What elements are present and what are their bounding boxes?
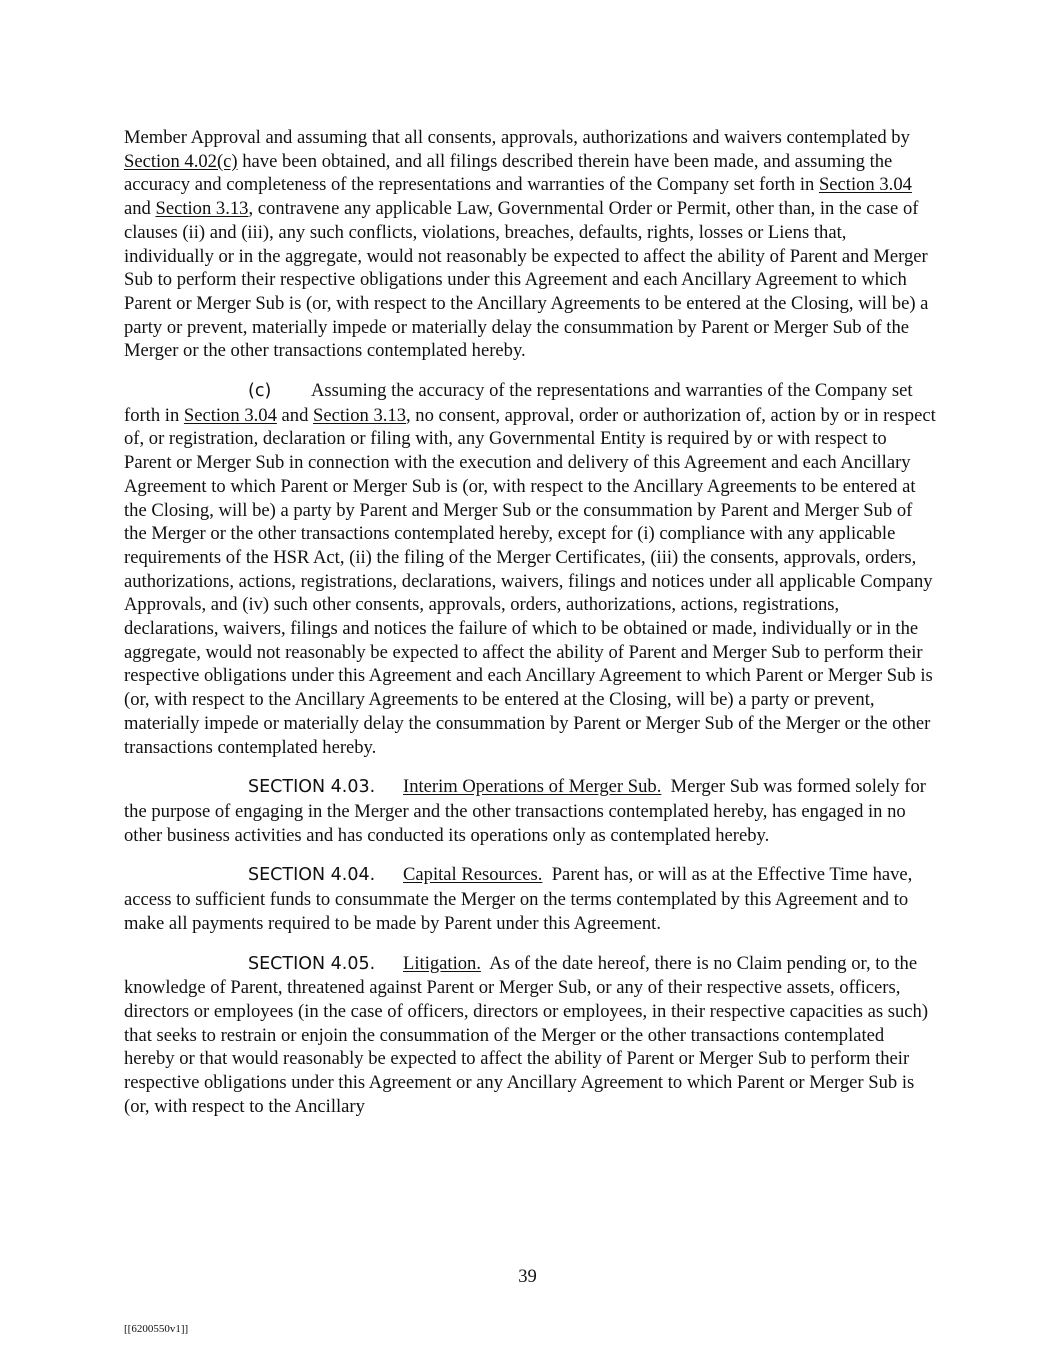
paragraph-clause-c: (c) Assuming the accuracy of the representations and warranties of the Company set forth in Section 3.04 and Section 3.13, no consent, approval, order or authorization of, action by or in respect of, or registration, declaration or filing with, any Governmental Entity is required by or with respect to Parent or Merger Sub in connection with the execution and delivery of this Agreement and each Ancillary Agreement to which Parent or Merger Sub is (or, with respect to the Ancillary Agreements to be entered at the Closing, will be) a party by Parent and Merger Sub or the consummation by Parent and Merger Sub of the Merger or the other transactions contemplated hereby, except for (i) compliance with any applicable requirements of the HSR Act, (ii) the filing of the Merger Certificates, (iii) the consents, approvals, orders, authorizations, actions, registrations, declarations, waivers, filings and notices under all applicable Company Approvals, and (iv) such other consents, approvals, orders, authorizations, actions, registrations, declarations, waivers, filings and notices the failure of which to be obtained or made, individually or in the aggregate, would not reasonably be expected to affect the ability of Parent and Merger Sub to perform their respective obligations under this Agreement and each Ancillary Agreement to which Parent or Merger Sub is (or, with respect to the Ancillary Agreements to be entered at the Closing, will be) a party or prevent, materially impede or materially delay the consummation by Parent or Merger Sub of the Merger or the other transactions contemplated hereby. xyxy=(124,380,936,758)
paragraph-section-4-03: SECTION 4.03. Interim Operations of Merger Sub. Merger Sub was formed solely for the purpose of engaging in the Merger and the other transactions contemplated hereby, has engaged in no other business activities and has conducted its operations only as contemplated hereby. xyxy=(124,776,926,846)
section-reference[interactable]: Section 3.04 xyxy=(183,404,277,426)
document-body xyxy=(124,126,936,1134)
section-reference[interactable]: Section 3.13 xyxy=(155,198,249,220)
section-number: SECTION 4.05. xyxy=(248,953,376,974)
page-number: 39 xyxy=(518,1266,537,1287)
section-number: SECTION 4.04. xyxy=(248,865,376,886)
section-heading: Litigation. xyxy=(403,952,481,974)
section-number: SECTION 4.03. xyxy=(248,777,376,798)
section-reference[interactable]: Section 3.04 xyxy=(818,174,912,196)
clause-label: (c) xyxy=(248,381,272,402)
section-reference[interactable]: Section 4.02(c) xyxy=(124,150,238,172)
paragraph-section-4-04: SECTION 4.04. Capital Resources. Parent has, or will as at the Effective Time have, access to sufficient funds to consummate the Merger on the terms contemplated by this Agreement and to make all payments required to be made by Parent under this Agreement. xyxy=(124,864,913,934)
paragraph-section-4-05: SECTION 4.05. Litigation. As of the date hereof, there is no Claim pending or, to the knowledge of Parent, threatened against Parent or Merger Sub, or any of their respective assets, officers, directors or employees (in the case of officers, directors or employees, in their respective capacities as such) that seeks to restrain or enjoin the consummation of the Merger or the other transactions contemplated hereby or that would reasonably be expected to affect the ability of Parent or Merger Sub to perform their respective obligations under this Agreement or any Ancillary Agreement to which Parent or Merger Sub is (or, with respect to the Ancillary xyxy=(124,952,929,1117)
section-heading: Capital Resources. xyxy=(403,864,543,886)
paragraph-continuation: Member Approval and assuming that all consents, approvals, authorizations and waivers contemplated by Section 4.02(c) have been obtained, and all filings described therein have been made, and assuming the accuracy and completeness of the representations and warranties of the Company set forth in Section 3.04 and Section 3.13, contravene any applicable Law, Governmental Order or Permit, other than, in the case of clauses (ii) and (iii), any such conflicts, violations, breaches, defaults, rights, losses or Liens that, individually or in the aggregate, would not reasonably be expected to affect the ability of Parent and Merger Sub to perform their respective obligations under this Agreement and each Ancillary Agreement to which Parent or Merger Sub is (or, with respect to the Ancillary Agreements to be entered at the Closing, will be) a party or prevent, materially impede or materially delay the consummation by Parent or Merger Sub of the Merger or the other transactions contemplated hereby. xyxy=(124,127,929,362)
section-reference[interactable]: Section 3.13 xyxy=(313,404,406,426)
section-heading: Interim Operations of Merger Sub. xyxy=(403,776,662,798)
document-id: [[6200550v1]] xyxy=(124,1323,189,1335)
